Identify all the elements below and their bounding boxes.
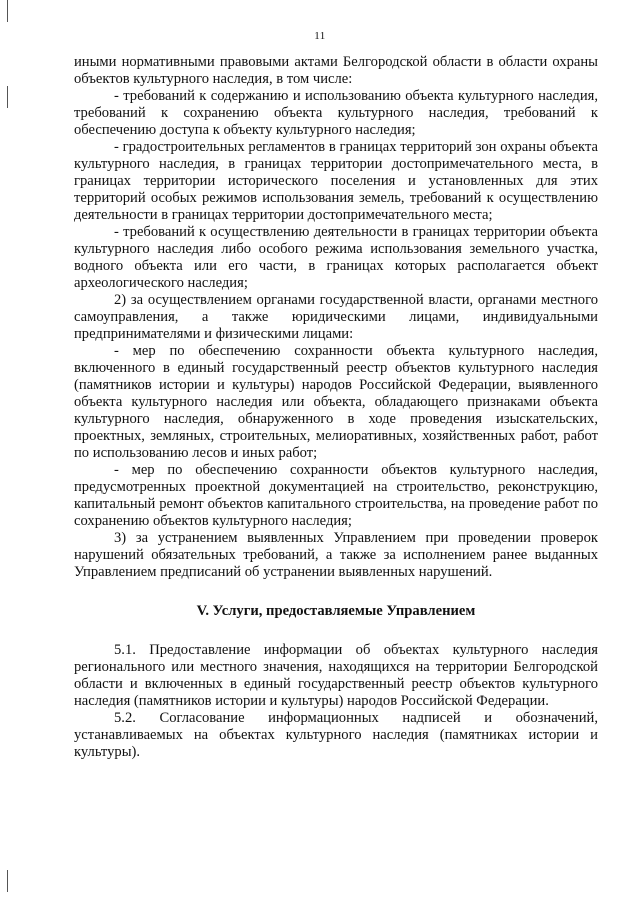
page-number: 11 <box>314 30 326 42</box>
service-5-1: 5.1. Предоставление информации об объектах культурного наследия регионального или местного значения, находящихся на территории Белгородской области и включенных в единый государственный реестр объектов культурного наследия (памятников истории и культуры) народов Российской Федерации. <box>74 642 598 709</box>
paragraph-preservation-measures: - мер по обеспечению сохранности объекта культурного наследия, включенного в единый государственный реестр объектов культурного наследия (памятников истории и культуры) народов Российской Федерации, выявленного объекта культурного наследия или объекта, обладающего признаками объекта культурного наследия, обнаруженного в ходе проведения изыскательских, проектных, земляных, строительных, мелиоративных, хозяйственных работ, работ по использованию лесов и иных работ; <box>74 343 598 461</box>
document-body <box>74 54 598 761</box>
paragraph-item-2: 2) за осуществлением органами государственной власти, органами местного самоуправления, а также юридическими лицами, индивидуальными предпринимателями и физическими лицами: <box>74 292 598 342</box>
scan-edge-mark <box>7 870 8 892</box>
section-heading: V. Услуги, предоставляемые Управлением <box>196 603 476 619</box>
paragraph-project-measures: - мер по обеспечению сохранности объектов культурного наследия, предусмотренных проектной документацией на строительство, реконструкцию, капитальный ремонт объектов капитального строительства, на проведение работ по сохранению объектов культурного наследия; <box>74 462 598 529</box>
paragraph-urban-regulations: - градостроительных регламентов в границах территорий зон охраны объекта культурного наследия, в границах территории достопримечательного места, в границах территории исторического поселения и установленных для этих территорий особых режимов использования земель, требований к осуществлению деятельности в границах территории достопримечательного места; <box>74 139 598 223</box>
service-5-2: 5.2. Согласование информационных надписей и обозначений, устанавливаемых на объектах культурного наследия (памятниках истории и культуры). <box>74 710 598 760</box>
scan-edge-mark <box>7 86 8 108</box>
paragraph-requirements-use: - требований к содержанию и использованию объекта культурного наследия, требований к сохранению объекта культурного наследия, требований к обеспечению доступа к объекту культурного наследия; <box>74 88 598 138</box>
paragraph-item-3: 3) за устранением выявленных Управлением при проведении проверок нарушений обязательных требований, а также за исполнением ранее выданных Управлением предписаний об устранении выявленных нарушений. <box>74 530 598 580</box>
paragraph-requirements-activity: - требований к осуществлению деятельности в границах территории объекта культурного наследия либо особого режима использования земельного участка, водного объекта или его части, в границах которых располагается объект археологического наследия; <box>74 224 598 291</box>
paragraph-intro: иными нормативными правовыми актами Белгородской области в области охраны объектов культурного наследия, в том числе: <box>74 54 598 87</box>
scan-edge-mark <box>7 0 8 22</box>
